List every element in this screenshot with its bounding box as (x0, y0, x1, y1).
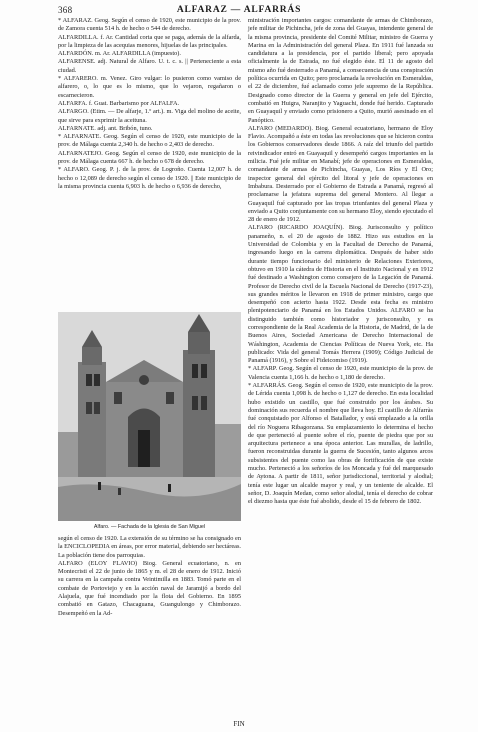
entry-alfaro-ricardo: ALFARO (RICARDO JOAQUÍN). Biog. Jurisconsulto y político panameño, n. el 20 de agosto de 1882. Hizo sus estudios en la Universidad de Colombia y en la Facultad de Derecho de Panamá, ingresando luego en la carrera diplomática. Después de haber sido durante tiempo funcionario del ministerio de Relaciones Exteriores, obtuvo en 1910 la cátedra de Historia en el Instituto Nacional y en 1912 fué destinado a Washington como consejero de la Legación de Panamá. Profesor de Derecho civil de la Escuela Nacional de Derecho (1917-23), sus grandes méritos le llevaron en 1918 de primer ministro, cargo que desempeñó con acierto hasta 1922. Desde esta fecha es ministro plenipotenciario de Panamá en los Estados Unidos. ALFARO se ha distinguido también como historiador y jurisconsulto, y es correspondiente de la Real Academia de la Historia, de Madrid, de la de Buenos Aires, Sociedad Americana de Derecho Internacional de Wáshington, Academia de Ciencias Políticas de Nueva York, etc. Ha publicado: Vida del general Tomás Herrera (1909); Código Judicial de Panamá (1916), y Sobre el Fideicomiso (1919). (248, 224, 433, 365)
figure-caption: Alfaro. — Fachada de la Iglesia de San Miguel (93, 524, 206, 530)
entry-alfaro-eloy: ALFARO (ELOY FLAVIO) Biog. General ecuatoriano, n. en Montecristi el 22 de junio de 1865 y m. el 28 de enero de 1912. Inició su carrera en la campaña contra Veintimilla en 1883. Tomó parte en el combate de Portoviejo y en la acción naval de Jaramijó a bordo del Alajuela, que fué incendiado por la flota del Gobierno. En 1895 combatió en Gatazo, Chacaguana, Guangulongo y Chimborazo. Desempeñó en la Ad- (58, 559, 241, 617)
entry-alfaro-medardo: ALFARO (MEDARDO). Biog. General ecuatoriano, hermano de Eloy Flavio. Acompañó a éste en todas las revoluciones que se hicieron contra los Gobiernos conservadores desde 1866. A raíz del triunfo del partido reivindicador entró en Guayaquil y desempeñó cargos importantes en la milicia. Fué jefe militar en Manabí; jefe de operaciones en Esmeraldas, comandante de armas de Pichincha, Guayas, Los Ríos y El Oro; inspector general del ejército del litoral y jefe de operaciones en Imbabura. Desterrado por el Gobierno de Estrada a Panamá, regresó al proclamarse la jefatura suprema del general Montero. Al llegar a Guayaquil fué capturado por las tropas triunfantes del general Plaza y enviado a Quito conjuntamente con su hermano Eloy, siendo ejecutado el 28 de enero de 1912. (248, 124, 433, 224)
entry-alfargo: ALFARGO. (Etim. — De alfarje, 1.º art.). m. Viga del molino de aceite, que sirve para exprimir la aceituna. (58, 108, 241, 124)
entry-alfarfa: ALFARFA. f. Guat. Barbarismo por ALFALFA. (58, 99, 180, 107)
page-footer: FIN (233, 720, 245, 728)
entry-alfardilla: ALFARDILLA. f. Ar. Cantidad corta que se paga, además de la alfarda, por la limpieza de las acequias menores, hijuelas de las principales. (58, 33, 241, 49)
entry-alfardon: ALFARDÓN. m. Ar. ALFARDILLA (impuesto). (58, 50, 181, 58)
right-column (248, 17, 433, 507)
entry-alfarras: * ALFARRÁS. Geog. Según el censo de 1920, este municipio de la prov. de Lérida cuenta 1,098 h. de hecho o 1,127 de derecho. En esta localidad hubo existido un castillo, que fué construido por los árabes. Su dominación sus recuerda el nombre que lleva hoy. El castillo de Alfarràs fué conquistado por Alfonso el Batallador, y está emplazado a la orilla del río Noguera Ribagorzana. Su emplazamiento lo determina el hecho de que perteneció al puente sobre el río, puente de piedra que por su arquitectura pertenece a una época anterior. Las murallas, de ladrillo, fueron reconstruidas durante la guerra de Sucesión, tanto algunos arcos subsistentes del puente como las obras de fortificación de que existe mucho. Perteneció a los señoríos de los Moncada y fué del marquesado de Aytona. A partir de 1811, señor jurisdiccional, territorial y alodial; tenía este lugar un alcalde mayor y real, y un teniente de alcalde. El señor, D. Joaquín Medan, como señor alodial, tenía el derecho de cobrar el diezmo hasta que éste fué abolido, desde el 15 de febrero de 1802. (248, 382, 433, 506)
entry-alfarnate-adj: ALFARNATE. adj. ant. Bribón, tuno. (58, 124, 153, 132)
entry-alfaraz: * ALFARAZ. Geog. Según el censo de 1920, este municipio de la prov. de Zamora cuenta 514 h. de hecho o 544 de derecho. (58, 17, 241, 33)
entry-alfaro-continued: según el censo de 1920. La extensión de su término se ha consignado en la ENCICLOPEDIA en áreas, por error material, debiendo ser hectáreas. La población tiene dos parroquias. (58, 535, 241, 559)
entry-alfarero: * ALFARERO. m. Venez. Giro vulgar: lo pusieron como vamiso de alfarero, o, lo que es lo mismo, que lo vejaron, regañaron o escarnecieron. (58, 75, 241, 99)
running-head: ALFARAZ — ALFARRÁS (176, 5, 302, 15)
page-number: 368 (58, 5, 73, 15)
left-column (58, 17, 241, 191)
church-illustration (58, 312, 241, 521)
left-column-continued (58, 535, 241, 618)
church-photograph (58, 312, 241, 521)
entry-alfarnate-geog: * ALFARNATE. Geog. Según el censo de 1920, este municipio de la prov. de Málaga cuenta 2,340 h. de hecho o 2,403 de derecho. (58, 133, 241, 149)
entry-alfaro-eloy-continued: ministración importantes cargos: comandante de armas de Chimborazo, jefe militar de Pichincha, jefe de zona del Guayas, intendente general de la misma provincia, presidente del Comité Militar, ministro de Guerra y Marina en la Administración del general Plaza. En 1911 fué lanzada su candidatura a la presidencia, por el partido liberal; pero apoyada oficialmente la de Estrada, no fué elegido éste. El 11 de agosto del mismo año fué desterrado a Panamá, a consecuencia de una conspiración política ocurrida en Quito; pero proclamada la revolución en Esmeraldas, el 22 de diciembre, fué aclamado como jefe supremo de la República. Designado como director de la Guerra y general en jefe del Ejército, combatió en Huigra, Naranjito y Yaguachi, donde fué herido. Capturado en Guayaquil y enviado como prisionero a Quito, murió asesinado en el Panóptico. (248, 17, 433, 124)
entry-alfarp: * ALFARP. Geog. Según el censo de 1920, este municipio de la prov. de Valencia cuenta 1,166 h. de hecho o 1,180 de derecho. (248, 365, 433, 381)
entry-alfarnatejo: ALFARNATEJO. Geog. Según el censo de 1920, este municipio de la prov. de Málaga cuenta 667 h. de hecho o 678 de derecho. (58, 149, 241, 166)
entry-alfaro-geog: * ALFARO. Geog. P. j. de la prov. de Logroño. Cuenta 12,007 h. de hecho o 12,089 de derecho según el censo de 1920. || Este municipio de la misma provincia cuenta 6,903 h. de hecho o 6,936 de derecho, (58, 166, 241, 190)
entry-alfarense: ALFARENSE. adj. Natural de Alfaro. U. t. c. s. || Perteneciente a esta ciudad. (58, 58, 241, 74)
